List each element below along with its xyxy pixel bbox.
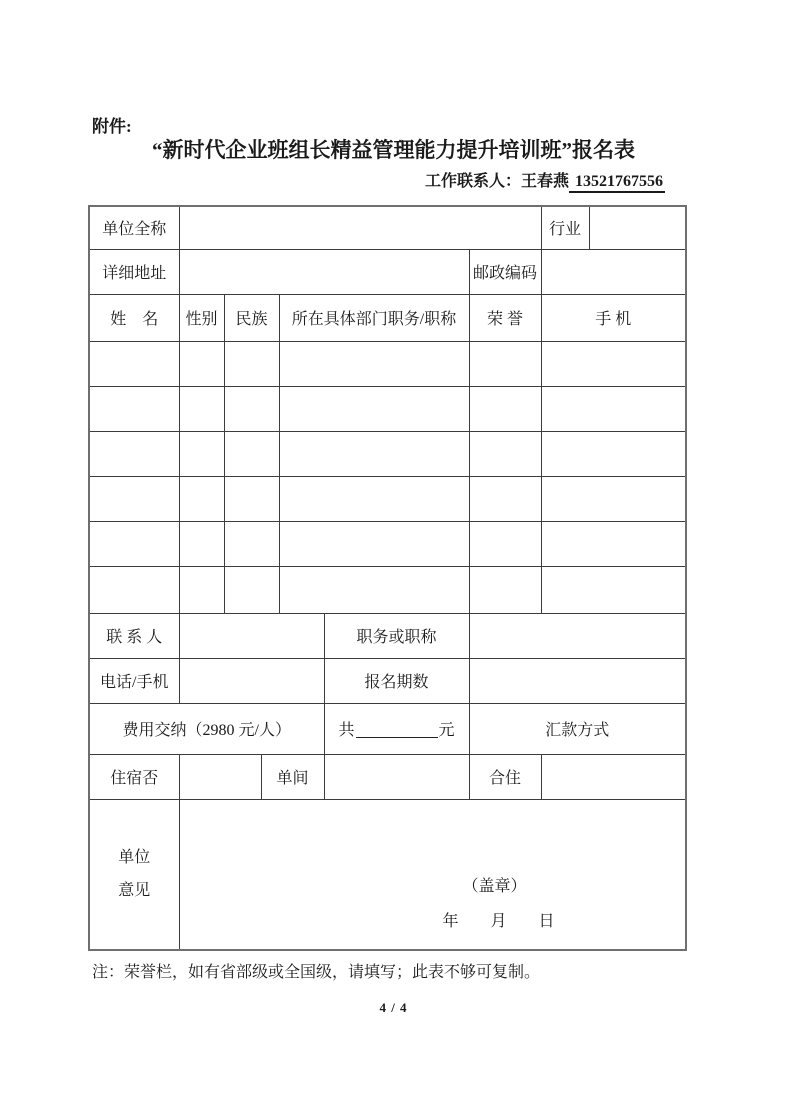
fee-label-cell: 费用交纳（2980 元/人） bbox=[89, 703, 324, 754]
contact-person-label-cell: 联 系 人 bbox=[89, 613, 179, 658]
row-attendee-header bbox=[89, 294, 686, 341]
postcode-value-cell bbox=[541, 249, 686, 294]
cell-mobile bbox=[541, 521, 686, 566]
attendee-empty-row bbox=[89, 521, 686, 566]
row-phone bbox=[89, 658, 686, 703]
cell-gender bbox=[179, 341, 224, 386]
cell-honor bbox=[469, 476, 541, 521]
lodging-label-cell: 住宿否 bbox=[89, 754, 179, 799]
col-header-position: 所在具体部门职务/职称 bbox=[279, 294, 469, 341]
date-label: 年 月 日 bbox=[442, 912, 555, 930]
cell-gender bbox=[179, 476, 224, 521]
cell-gender bbox=[179, 566, 224, 613]
col-header-ethnicity: 民族 bbox=[224, 294, 279, 341]
unit-name-value-cell bbox=[179, 206, 541, 249]
seal-label: （盖章） bbox=[462, 877, 527, 895]
remit-method-cell: 汇款方式 bbox=[469, 703, 686, 754]
unit-opinion-content-cell bbox=[179, 799, 686, 950]
attachment-label: 附件: bbox=[92, 117, 132, 136]
cell-mobile bbox=[541, 341, 686, 386]
row-lodging bbox=[89, 754, 686, 799]
cell-ethnicity bbox=[224, 521, 279, 566]
cell-ethnicity bbox=[224, 386, 279, 431]
attendee-empty-row bbox=[89, 341, 686, 386]
fee-total-prefix: 共 bbox=[338, 722, 355, 739]
fee-amount-blank bbox=[356, 721, 438, 738]
cell-name bbox=[89, 431, 179, 476]
address-label-cell: 详细地址 bbox=[89, 249, 179, 294]
attendee-empty-row bbox=[89, 566, 686, 613]
cell-ethnicity bbox=[224, 476, 279, 521]
address-value-cell bbox=[179, 249, 469, 294]
cell-gender bbox=[179, 521, 224, 566]
cell-ethnicity bbox=[224, 566, 279, 613]
cell-mobile bbox=[541, 566, 686, 613]
col-header-name: 姓 名 bbox=[89, 294, 179, 341]
cell-gender bbox=[179, 386, 224, 431]
cell-ethnicity bbox=[224, 341, 279, 386]
unit-opinion-line2: 意见 bbox=[118, 882, 151, 900]
work-contact-line bbox=[425, 168, 665, 191]
single-room-value-cell bbox=[324, 754, 469, 799]
row-contact-person bbox=[89, 613, 686, 658]
cell-mobile bbox=[541, 386, 686, 431]
col-header-mobile: 手 机 bbox=[541, 294, 686, 341]
position-title-value-cell bbox=[469, 613, 686, 658]
cell-name bbox=[89, 341, 179, 386]
contact-person-value-cell bbox=[179, 613, 324, 658]
cell-name bbox=[89, 521, 179, 566]
cell-name bbox=[89, 476, 179, 521]
phone-value-cell bbox=[179, 658, 324, 703]
cell-mobile bbox=[541, 431, 686, 476]
row-unit-name bbox=[89, 206, 686, 249]
cell-gender bbox=[179, 431, 224, 476]
col-header-honor: 荣 誉 bbox=[469, 294, 541, 341]
cell-name bbox=[89, 566, 179, 613]
cell-honor bbox=[469, 386, 541, 431]
fee-total-suffix: 元 bbox=[438, 722, 455, 739]
attendee-empty-row bbox=[89, 431, 686, 476]
shared-room-label-cell: 合住 bbox=[469, 754, 541, 799]
unit-opinion-label-cell bbox=[89, 799, 179, 950]
row-address bbox=[89, 249, 686, 294]
col-header-gender: 性别 bbox=[179, 294, 224, 341]
cell-position bbox=[279, 521, 469, 566]
session-value-cell bbox=[469, 658, 686, 703]
session-label-cell: 报名期数 bbox=[324, 658, 469, 703]
shared-room-value-cell bbox=[541, 754, 686, 799]
page-title: “新时代企业班组长精益管理能力提升培训班”报名表 bbox=[152, 138, 635, 162]
cell-position bbox=[279, 566, 469, 613]
cell-honor bbox=[469, 521, 541, 566]
attendee-empty-row bbox=[89, 476, 686, 521]
footnote: 注：荣誉栏，如有省部级或全国级，请填写；此表不够可复制。 bbox=[92, 964, 541, 981]
cell-honor bbox=[469, 566, 541, 613]
page-number: 4 / 4 bbox=[379, 1000, 408, 1015]
cell-position bbox=[279, 341, 469, 386]
cell-honor bbox=[469, 341, 541, 386]
cell-position bbox=[279, 476, 469, 521]
unit-opinion-line1: 单位 bbox=[118, 849, 151, 867]
lodging-value-cell bbox=[179, 754, 261, 799]
industry-label-cell: 行业 bbox=[541, 206, 589, 249]
cell-ethnicity bbox=[224, 431, 279, 476]
position-title-label-cell: 职务或职称 bbox=[324, 613, 469, 658]
cell-mobile bbox=[541, 476, 686, 521]
industry-value-cell bbox=[589, 206, 686, 249]
postcode-label-cell: 邮政编码 bbox=[469, 249, 541, 294]
cell-position bbox=[279, 386, 469, 431]
contact-name-text: 工作联系人：王春燕 bbox=[424, 173, 569, 190]
cell-honor bbox=[469, 431, 541, 476]
attendee-empty-row bbox=[89, 386, 686, 431]
cell-position bbox=[279, 431, 469, 476]
contact-phone-text: 13521767556 bbox=[569, 173, 665, 193]
cell-name bbox=[89, 386, 179, 431]
row-fee bbox=[89, 703, 686, 754]
single-room-label-cell: 单间 bbox=[261, 754, 324, 799]
row-unit-opinion bbox=[89, 799, 686, 950]
registration-form-table bbox=[88, 205, 687, 951]
fee-total-cell bbox=[324, 703, 469, 754]
phone-label-cell: 电话/手机 bbox=[89, 658, 179, 703]
unit-name-label-cell: 单位全称 bbox=[89, 206, 179, 249]
